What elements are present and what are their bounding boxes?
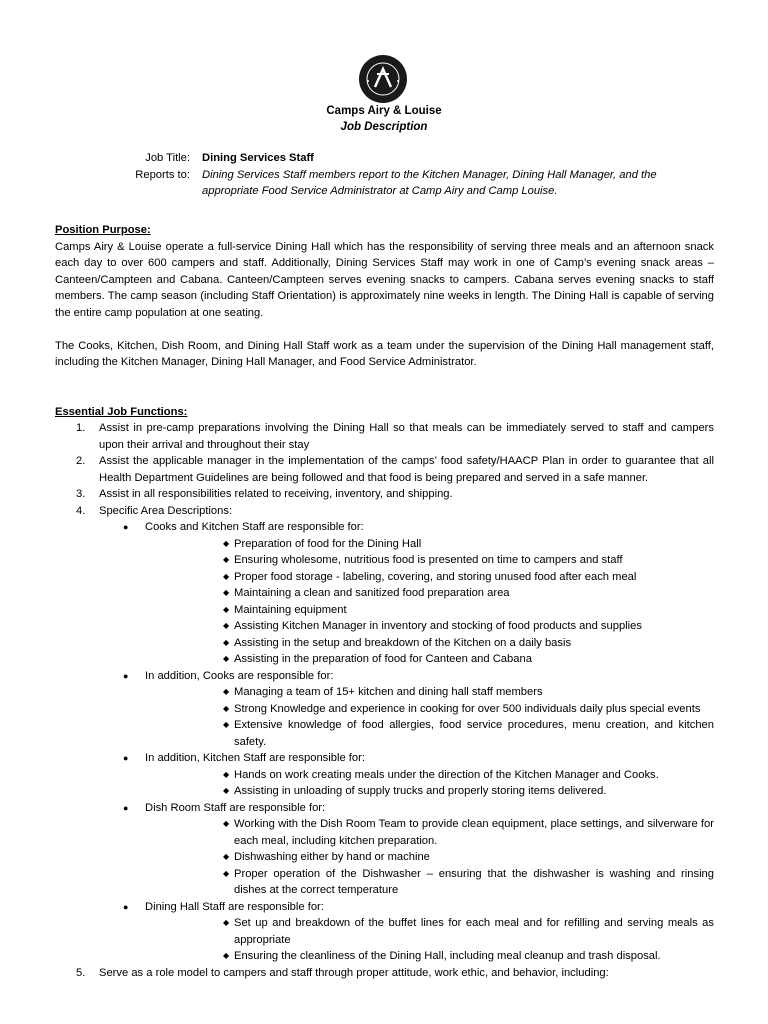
list-item: 1. Assist in pre-camp preparations involving the Dining Hall so that meals can be immediately served to staff and campers upon their arrival and throughout their stay	[76, 422, 714, 451]
duty-list	[145, 536, 714, 668]
duty-item: ◆ Assisting in the setup and breakdown of the Kitchen on a daily basis	[145, 635, 714, 652]
camp-logo-icon	[358, 54, 408, 104]
duty-item: ◆ Maintaining a clean and sanitized food preparation area	[145, 585, 714, 602]
reports-to-label: Reports to:	[135, 168, 190, 181]
diamond-bullet-icon: ◆	[223, 703, 230, 713]
diamond-bullet-icon: ◆	[223, 604, 230, 614]
duty-item: ◆ Extensive knowledge of food allergies, food service procedures, menu creation, and kitchen safety.	[223, 719, 714, 748]
bullet-icon: ●	[123, 901, 129, 912]
duty-list	[145, 684, 714, 750]
diamond-bullet-icon: ◆	[223, 951, 230, 960]
diamond-bullet-icon: ◆	[223, 852, 230, 861]
camp-logo	[358, 54, 408, 104]
diamond-bullet-icon: ◆	[223, 654, 230, 663]
duty-item: ◆ Preparation of food for the Dining Hall	[145, 536, 714, 553]
bullet-icon: ●	[123, 753, 129, 763]
document-body	[55, 222, 714, 981]
diamond-bullet-icon: ◆	[223, 555, 230, 564]
job-meta	[0, 150, 768, 200]
duty-item: ◆ Working with the Dish Room Team to provide clean equipment, place settings, and silverware for each meal, including kitchen preparation.	[223, 818, 714, 847]
job-title-row	[0, 150, 768, 167]
diamond-bullet-icon: ◆	[223, 868, 230, 878]
purpose-paragraph-1: Camps Airy & Louise operate a full-service Dining Hall which has the responsibility of serving three meals and an afternoon snack each day to over 600 campers and staff. Additionally, Dining Services Staff may work in one of Camp’s evening snack areas – Canteen/Campteen and Cabana. Canteen/Campteen serves evening snacks to campers. Cabana serves evening snacks to staff members. The camp season (including Staff Orientation) is approximately nine weeks in length. The Dining Hall is capable of serving the entire camp population at one seating.	[55, 240, 714, 319]
diamond-bullet-icon: ◆	[223, 769, 230, 779]
diamond-bullet-icon: ◆	[223, 637, 230, 647]
duty-list	[145, 767, 714, 800]
duty-item: ◆ Strong Knowledge and experience in cooking for over 500 individuals daily plus special events	[145, 701, 714, 718]
diamond-bullet-icon: ◆	[223, 687, 230, 696]
duty-item: ◆ Hands on work creating meals under the direction of the Kitchen Manager and Cooks.	[145, 767, 714, 784]
org-name: Camps Airy & Louise	[326, 105, 442, 117]
diamond-bullet-icon: ◆	[223, 588, 230, 597]
duty-list	[145, 816, 714, 899]
purpose-paragraph-2: The Cooks, Kitchen, Dish Room, and Dining Hall Staff work as a team under the supervision of the Dining Hall management staff, including the Kitchen Manager, Dining Hall Manager, and Food Service Administrator.	[55, 339, 714, 368]
area-item: ● Cooks and Kitchen Staff are responsible for: ◆ Preparation of food for the Dining Hall ◆ Ensuring wholesome, nutritious food is presented on time to campers and staff ◆ Proper food storage - labeling, covering, and storing unused food after each meal ◆ Maintaining a clean and sanitized food preparation area ◆ Maintaining equipment ◆ Assisting Kitchen Manager in inventory and stocking of food products and supplies ◆ Assisting in the setup and breakdown of the Kitchen on a daily basis ◆ Assisting in the preparation of food for Canteen and Cabana	[99, 519, 714, 668]
doc-type: Job Description	[340, 121, 428, 133]
diamond-bullet-icon: ◆	[223, 538, 230, 548]
bullet-icon: ●	[123, 522, 129, 532]
list-item: 5. Serve as a role model to campers and staff through proper attitude, work ethic, and behavior, including:	[76, 966, 609, 979]
reports-to-value: Dining Services Staff members report to the Kitchen Manager, Dining Hall Manager, and the appropriate Food Service Administrator at Camp Airy and Camp Louise.	[202, 168, 657, 197]
reports-to-row	[0, 167, 768, 200]
duty-item: ◆ Assisting Kitchen Manager in inventory and stocking of food products and supplies	[145, 618, 714, 635]
duty-item: ◆ Set up and breakdown of the buffet lines for each meal and for refilling and serving meals as appropriate	[223, 917, 714, 946]
duty-item: ◆ Ensuring the cleanliness of the Dining Hall, including meal cleanup and trash disposal.	[145, 948, 714, 965]
duty-item: ◆ Assisting in the preparation of food for Canteen and Cabana	[145, 651, 714, 668]
duty-item: ◆ Proper operation of the Dishwasher – ensuring that the dishwasher is washing and rinsing dishes at the correct temperature	[223, 867, 714, 896]
functions-list	[55, 420, 714, 981]
area-item: ● Dining Hall Staff are responsible for: ◆ Set up and breakdown of the buffet lines for each meal and for refilling and serving meals as appropriate ◆ Ensuring the cleanliness of the Dining Hall, including meal cleanup and trash disposal.	[99, 899, 714, 965]
duty-item: ◆ Assisting in unloading of supply trucks and properly storing items delivered.	[145, 783, 714, 800]
diamond-bullet-icon: ◆	[223, 918, 230, 927]
area-list	[99, 519, 714, 965]
area-item: ● Dish Room Staff are responsible for: ◆ Working with the Dish Room Team to provide clean equipment, place settings, and silverware for each meal, including kitchen preparation. ◆ Dishwashing either by hand or machine ◆ Proper operation of the Dishwasher – ensuring that the dishwasher is washing and rinsing dishes at the correct temperature	[99, 800, 714, 899]
area-item: ● In addition, Kitchen Staff are responsible for: ◆ Hands on work creating meals under the direction of the Kitchen Manager and Cooks. ◆ Assisting in unloading of supply trucks and properly storing items delivered.	[99, 750, 714, 800]
diamond-bullet-icon: ◆	[223, 819, 230, 828]
duty-item: ◆ Maintaining equipment	[145, 602, 714, 619]
bullet-icon: ●	[123, 670, 129, 681]
duty-item: ◆ Ensuring wholesome, nutritious food is presented on time to campers and staff	[145, 552, 714, 569]
duty-item: ◆ Managing a team of 15+ kitchen and dining hall staff members	[145, 684, 714, 701]
duty-item: ◆ Proper food storage - labeling, covering, and storing unused food after each meal	[145, 569, 714, 586]
essential-functions-heading: Essential Job Functions:	[55, 405, 188, 418]
list-item: 3. Assist in all responsibilities related to receiving, inventory, and shipping.	[76, 488, 453, 500]
duty-item: ◆ Dishwashing either by hand or machine	[145, 849, 714, 866]
duty-list	[145, 915, 714, 965]
diamond-bullet-icon: ◆	[223, 571, 230, 581]
list-item: 4. Specific Area Descriptions: ● Cooks and Kitchen Staff are responsible for: ◆ Preparation of food for the Dining Hall ◆ Ensuring wholesome, nutritious food is presented on time to campers and staff ◆ Proper food storage - labeling, covering, and storing unused food after each meal ◆ Maintaining a clean and sanitized food preparation area ◆ Maintaining equipment ◆ Assisting Kitchen Manager in inventory and stocking of food products and supplies ◆ Assisting in the setup and breakdown of the Kitchen on a daily basis ◆ Assisting in the preparation of food for Canteen and Cabana ● In addition, Cooks are responsible for: ◆ Managing a team of 15+ kitchen and dining hall staff members ◆ Strong Knowledge and experience in cooking for over 500 individuals daily plus special events ◆ Extensive knowledge of food allergies, food service procedures, menu creation, and kitchen safety. ● In addition, Kitchen Staff are responsible for: ◆ Hands on work creating meals under the direction of the Kitchen Manager and Cooks. ◆ Assisting in unloading of supply trucks and properly storing items delivered. ● Dish Room Staff are responsible for: ◆ Working with the Dish Room Team to provide clean equipment, place settings, and silverware for each meal, including kitchen preparation. ◆ Dishwashing either by hand or machine ◆ Proper operation of the Dishwasher – ensuring that the dishwasher is washing and rinsing dishes at the correct temperature ● Dining Hall Staff are responsible for: ◆ Set up and breakdown of the buffet lines for each meal and for refilling and serving meals as appropriate ◆ Ensuring the cleanliness of the Dining Hall, including meal cleanup and trash disposal.	[55, 503, 714, 965]
job-title-label: Job Title:	[145, 152, 190, 164]
job-title-value: Dining Services Staff	[202, 152, 314, 164]
area-item: ● In addition, Cooks are responsible for: ◆ Managing a team of 15+ kitchen and dining hall staff members ◆ Strong Knowledge and experience in cooking for over 500 individuals daily plus special events ◆ Extensive knowledge of food allergies, food service procedures, menu creation, and kitchen safety.	[99, 668, 714, 751]
diamond-bullet-icon: ◆	[223, 786, 230, 795]
bullet-icon: ●	[123, 802, 129, 813]
list-item: 2. Assist the applicable manager in the implementation of the camps’ food safety/HAACP Plan in order to guarantee that all Health Department Guidelines are being followed and that food is being prepared and served in a safe manner.	[76, 455, 714, 484]
position-purpose-heading: Position Purpose:	[55, 224, 151, 236]
diamond-bullet-icon: ◆	[223, 720, 230, 729]
diamond-bullet-icon: ◆	[223, 621, 230, 630]
